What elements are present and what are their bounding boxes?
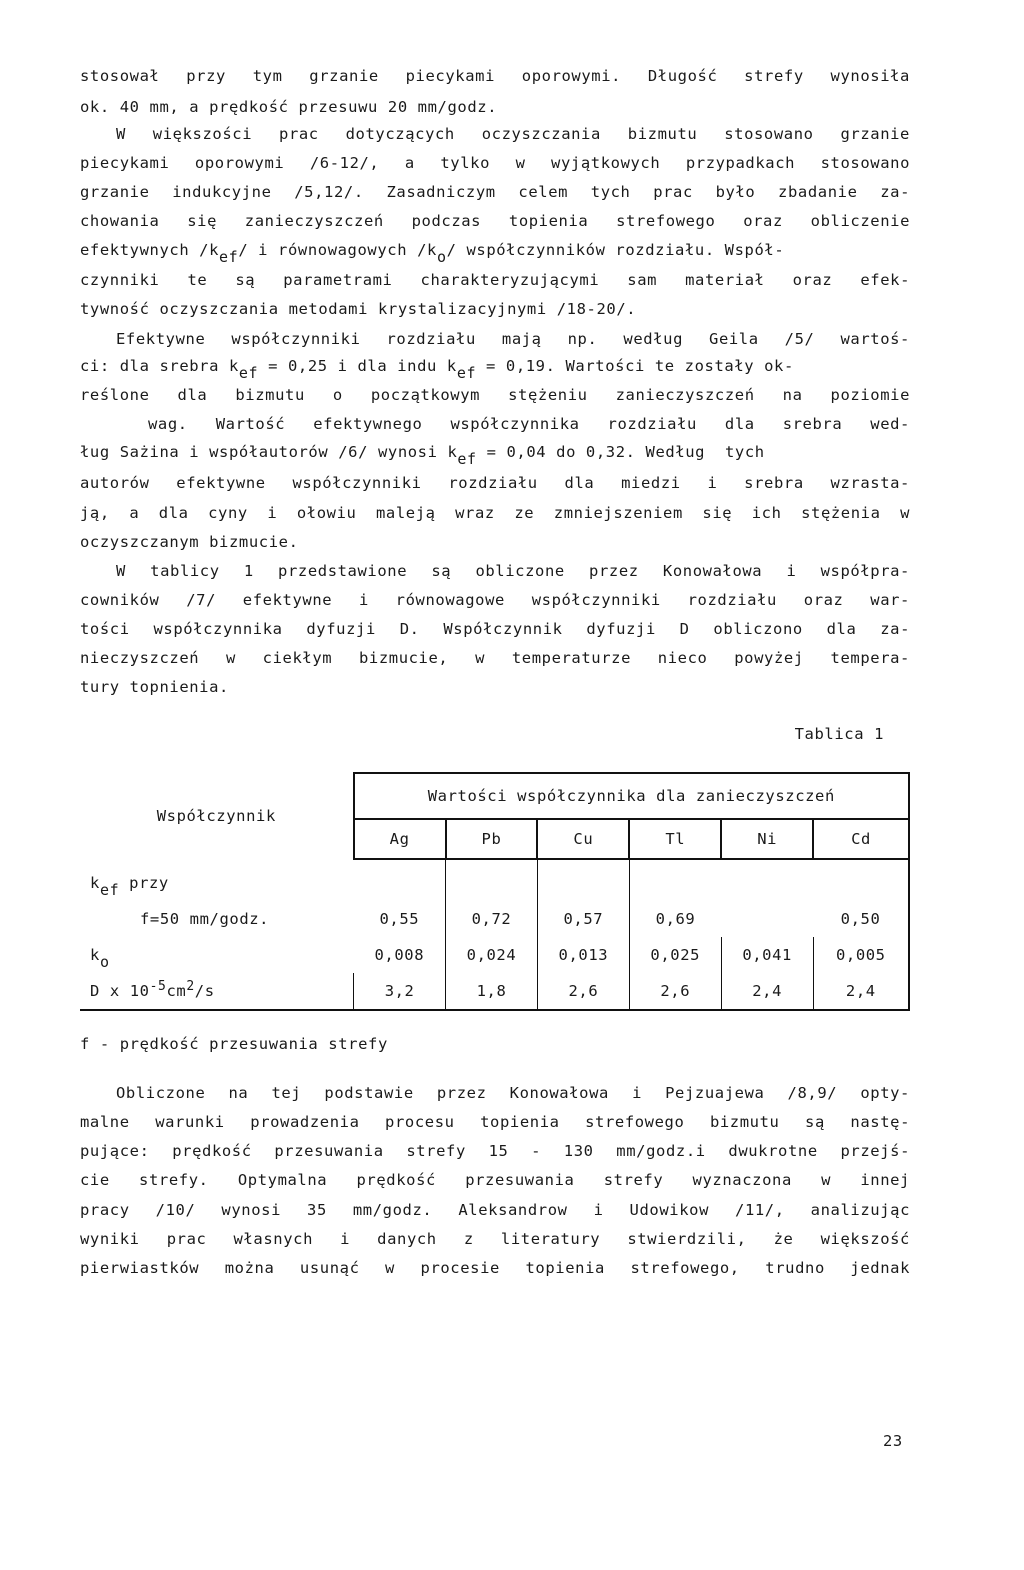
text-line: reślone dla bizmutu o początkowym stężeniu zanieczyszczeń na poziomie [80, 386, 910, 404]
text-line: chowania się zanieczyszczeń podczas topienia strefowego oraz obliczenie [80, 212, 910, 230]
text-line: cie strefy. Optymalna prędkość przesuwania strefy wyznaczona w innej [80, 1171, 910, 1189]
table-cell: 2,6 [537, 973, 629, 1010]
element-header: Ni [721, 819, 813, 859]
row-label: $k_o$ [90, 946, 110, 971]
table-cell: 0,57 [537, 901, 629, 937]
text-line: autorów efektywne współczynniki rozdziału dla miedzi i srebra wzrasta- [80, 474, 910, 492]
table-cell: 0,72 [446, 901, 538, 937]
text-line: ok. 40 mm, a prędkość przesuwu 20 mm/godz. [80, 98, 498, 116]
text-line: oczyszczanym bizmucie. [80, 533, 299, 551]
text-line: tywność oczyszczania metodami krystalizacyjnymi /18-20/. [80, 300, 637, 318]
text-line: wyniki prac własnych i danych z literatury stwierdzili, że większość [80, 1230, 910, 1248]
table-cell: 2,4 [813, 973, 909, 1010]
element-header: Tl [629, 819, 721, 859]
table-cell: 1,8 [446, 973, 538, 1010]
table-cell: 0,024 [446, 937, 538, 973]
text-line: Obliczone na tej podstawie przez Konowałowa i Pejzuajewa /8,9/ opty- [116, 1084, 910, 1102]
text-line: ci: dla srebra $k_{ef} = 0,25$ i dla indu $k_{ef} = 0,19$. Wartości te zostały ok- [80, 357, 794, 382]
table-row [80, 901, 909, 937]
table-row [80, 937, 909, 973]
page-number: 23 [883, 1432, 903, 1450]
table-cell: 2,6 [629, 973, 721, 1010]
table-cell: 0,005 [813, 937, 909, 973]
text-line: ług Sażina i współautorów /6/ wynosi $k_{ef} = 0,04$ do 0,32. Według tych [80, 443, 765, 468]
element-header: Cu [537, 819, 629, 859]
text-line: tury topnienia. [80, 678, 229, 696]
text-line: grzanie indukcyjne /5,12/. Zasadniczym celem tych prac było zbadanie za- [80, 183, 910, 201]
text-line: czynniki te są parametrami charakteryzującymi sam materiał oraz efek- [80, 271, 910, 289]
row-label: $k_{ef}$ przy [90, 874, 169, 899]
text-line: efektywnych $/k_{ef}/$ i równowagowych $/k_o/$ współczynników rozdziału. Współ- [80, 241, 785, 266]
table-row [80, 973, 909, 1010]
text-line: pierwiastków można usunąć w procesie topienia strefowego, trudno jednak [80, 1259, 910, 1277]
text-line: malne warunki prowadzenia procesu topienia strefowego bizmutu są nastę- [80, 1113, 910, 1131]
table-cell: 0,025 [629, 937, 721, 973]
table-cell: 0,041 [721, 937, 813, 973]
text-line: wag. Wartość efektywnego współczynnika rozdziału dla srebra wed- [148, 415, 910, 433]
table-cell: 0,013 [537, 937, 629, 973]
table-row [80, 859, 909, 901]
table-cell: 0,55 [379, 910, 420, 928]
element-header: Cd [813, 819, 909, 859]
row-label: D x $10^{-5}cm^2/s$ [80, 973, 354, 1010]
text-line: tości współczynnika dyfuzji D. Współczynnik dyfuzji D obliczono dla za- [80, 620, 910, 638]
table-cell: 0,008 [374, 946, 425, 964]
table-cell: 0,69 [629, 901, 721, 937]
text-line: stosował przy tym grzanie piecykami oporowymi. Długość strefy wynosiła [80, 67, 910, 85]
table-cell: 2,4 [721, 973, 813, 1010]
element-header: Pb [446, 819, 538, 859]
table-cell: 3,2 [354, 973, 446, 1010]
values-column-header: Wartości współczynnika dla zanieczyszczeń [354, 773, 909, 819]
element-header: Ag [354, 819, 446, 859]
table-cell: 0,50 [813, 901, 909, 937]
text-line: Efektywne współczynniki rozdziału mają np. według Geila /5/ wartoś- [116, 330, 910, 348]
text-line: pracy /10/ wynosi 35 mm/godz. Aleksandrow i Udowikow /11/, analizując [80, 1201, 910, 1219]
table-cell [721, 901, 813, 937]
text-line: cowników /7/ efektywne i równowagowe współczynniki rozdziału oraz war- [80, 591, 910, 609]
text-line: ją, a dla cyny i ołowiu maleją wraz ze zmniejszeniem się ich stężenia w [80, 504, 910, 522]
table-footnote: f - prędkość przesuwania strefy [80, 1035, 388, 1053]
table-caption: Tablica 1 [794, 725, 884, 743]
row-label: f=50 mm/godz. [140, 910, 270, 928]
text-line: pujące: prędkość przesuwania strefy 15 - 130 mm/godz.i dwukrotne przejś- [80, 1142, 910, 1160]
text-line: nieczyszczeń w ciekłym bizmucie, w temperaturze nieco powyżej tempera- [80, 649, 910, 667]
coefficients-table [80, 772, 910, 1011]
text-line: W większości prac dotyczących oczyszczania bizmutu stosowano grzanie [116, 125, 910, 143]
text-line: W tablicy 1 przedstawione są obliczone przez Konowałowa i współpra- [116, 562, 910, 580]
text-line: piecykami oporowymi /6-12/, a tylko w wyjątkowych przypadkach stosowano [80, 154, 910, 172]
coefficient-column-header: Współczynnik [156, 807, 276, 825]
